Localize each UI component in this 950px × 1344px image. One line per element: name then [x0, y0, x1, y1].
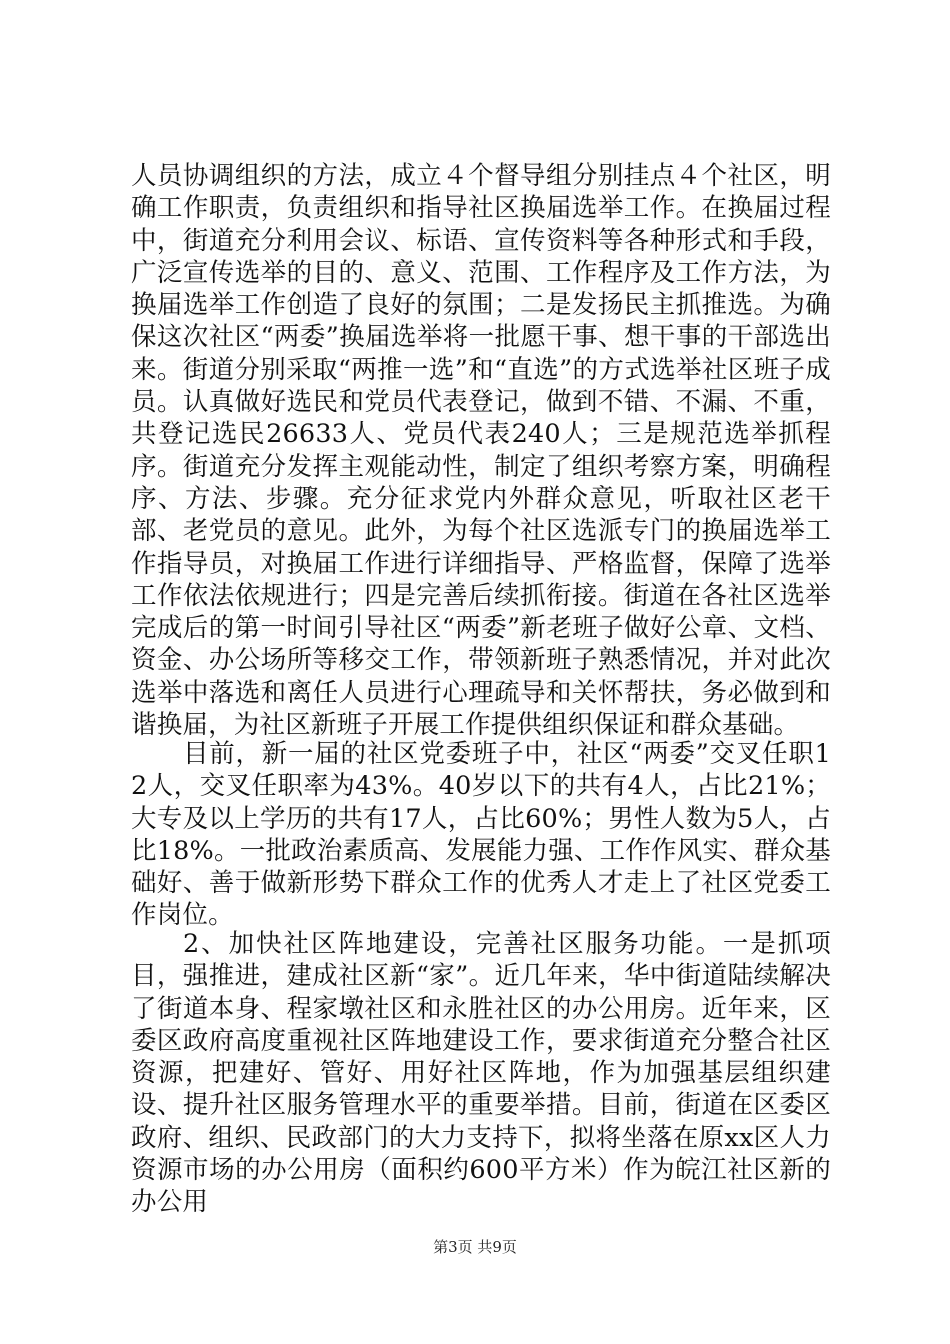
page-footer: [0, 1237, 950, 1257]
body-paragraph-1: 人员协调组织的方法，成立４个督导组分别挂点４个社区，明确工作职责，负责组织和指导社区换届选举工作。在换届过程中，街道充分利用会议、标语、宣传资料等各种形式和手段，广泛宣传选举的目的、意义、范围、工作程序及工作方法，为换届选举工作创造了良好的氛围；二是发扬民主抓推选。为确保这次社区“两委”换届选举将一批愿干事、想干事的干部选出来。街道分别采取“两推一选”和“直选”的方式选举社区班子成员。认真做好选民和党员代表登记，做到不错、不漏、不重，共登记选民26633人、党员代表240人；三是规范选举抓程序。街道充分发挥主观能动性，制定了组织考察方案，明确程序、方法、步骤。充分征求党内外群众意见，听取社区老干部、老党员的意见。此外，为每个社区选派专门的换届选举工作指导员，对换届工作进行详细指导、严格监督，保障了选举工作依法依规进行；四是完善后续抓衔接。街道在各社区选举完成后的第一时间引导社区“两委”新老班子做好公章、文档、资金、办公场所等移交工作，带领新班子熟悉情况，并对此次选举中落选和离任人员进行心理疏导和关怀帮扶，务必做到和谐换届，为社区新班子开展工作提供组织保证和群众基础。: [131, 161, 831, 741]
body-paragraph-3: 2、加快社区阵地建设，完善社区服务功能。一是抓项目，强推进，建成社区新“家”。近几年来，华中街道陆续解决了街道本身、程家墩社区和永胜社区的办公用房。近年来，区委区政府高度重视社区阵地建设工作，要求街道充分整合社区资源，把建好、管好、用好社区阵地，作为加强基层组织建设、提升社区服务管理水平的重要举措。目前，街道在区委区政府、组织、民政部门的大力支持下，拟将坐落在原xx区人力资源市场的办公用房（面积约600平方米）作为皖江社区新的办公用: [131, 929, 831, 1218]
page-number-label: 第3页 共9页: [433, 1238, 517, 1256]
paragraph-block-3: [131, 928, 831, 1219]
paragraph-block-2: [131, 738, 831, 932]
body-paragraph-2: 目前，新一届的社区党委班子中，社区“两委”交叉任职12人，交叉任职率为43%。40岁以下的共有4人，占比21%；大专及以上学历的共有17人，占比60%；男性人数为5人，占比18%。一批政治素质高、发展能力强、工作作风实、群众基础好、善于做新形势下群众工作的优秀人才走上了社区党委工作岗位。: [131, 739, 831, 931]
paragraph-block-1: [131, 160, 831, 741]
